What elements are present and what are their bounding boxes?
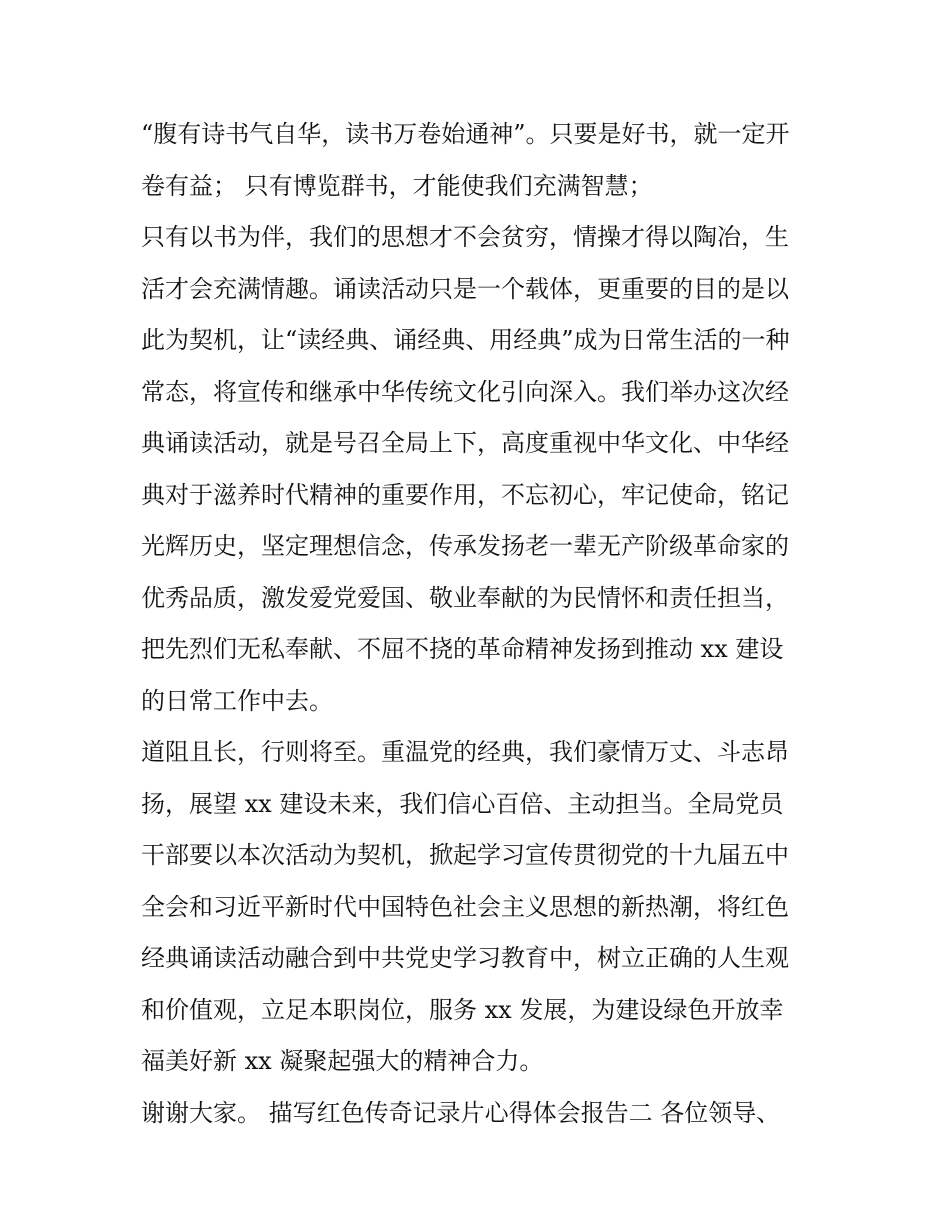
text-line: 典对于滋养时代精神的重要作用，不忘初心，牢记使命，铭记	[141, 480, 789, 509]
text-line: 优秀品质，激发爱党爱国、敬业奉献的为民情怀和责任担当，	[141, 583, 789, 612]
text-line: 此为契机，让“读经典、诵经典、用经典”成为日常生活的一种	[141, 326, 790, 354]
text-line: 干部要以本次活动为契机，掀起学习宣传贯彻党的十九届五中	[141, 841, 789, 869]
text-line: 典诵读活动，就是号召全局上下，高度重视中华文化、中华经	[141, 429, 789, 457]
text-line: 卷有益； 只有博览群书，才能使我们充满智慧；	[141, 171, 653, 200]
text-line: 福美好新 xx 凝聚起强大的精神合力。	[141, 1047, 544, 1075]
text-line: “腹有诗书气自华，读书万卷始通神”。只要是好书，就一定开	[141, 120, 790, 148]
text-line: 道阻且长，行则将至。重温党的经典，我们豪情万丈、斗志昂	[141, 738, 789, 766]
text-line: 常态，将宣传和继承中华传统文化引向深入。我们举办这次经	[141, 377, 789, 406]
text-line: 把先烈们无私奉献、不屈不挠的革命精神发扬到推动 xx 建设	[141, 635, 784, 663]
text-line: 的日常工作中去。	[141, 686, 333, 715]
text-line: 和价值观，立足本职岗位，服务 xx 发展，为建设绿色开放幸	[141, 995, 784, 1024]
text-line: 光辉历史，坚定理想信念，传承发扬老一辈无产阶级革命家的	[141, 532, 789, 560]
text-line: 谢谢大家。 描写红色传奇记录片心得体会报告二 各位领导、	[141, 1098, 781, 1127]
text-line: 经典诵读活动融合到中共党史学习教育中，树立正确的人生观	[141, 944, 789, 972]
text-line: 只有以书为伴，我们的思想才不会贫穷，情操才得以陶冶，生	[141, 223, 789, 251]
text-line: 扬，展望 xx 建设未来，我们信心百倍、主动担当。全局党员	[141, 789, 784, 818]
text-line: 活才会充满情趣。诵读活动只是一个载体，更重要的目的是以	[141, 274, 789, 303]
text-line: 全会和习近平新时代中国特色社会主义思想的新热潮，将红色	[141, 892, 789, 921]
body-text	[141, 109, 821, 1139]
